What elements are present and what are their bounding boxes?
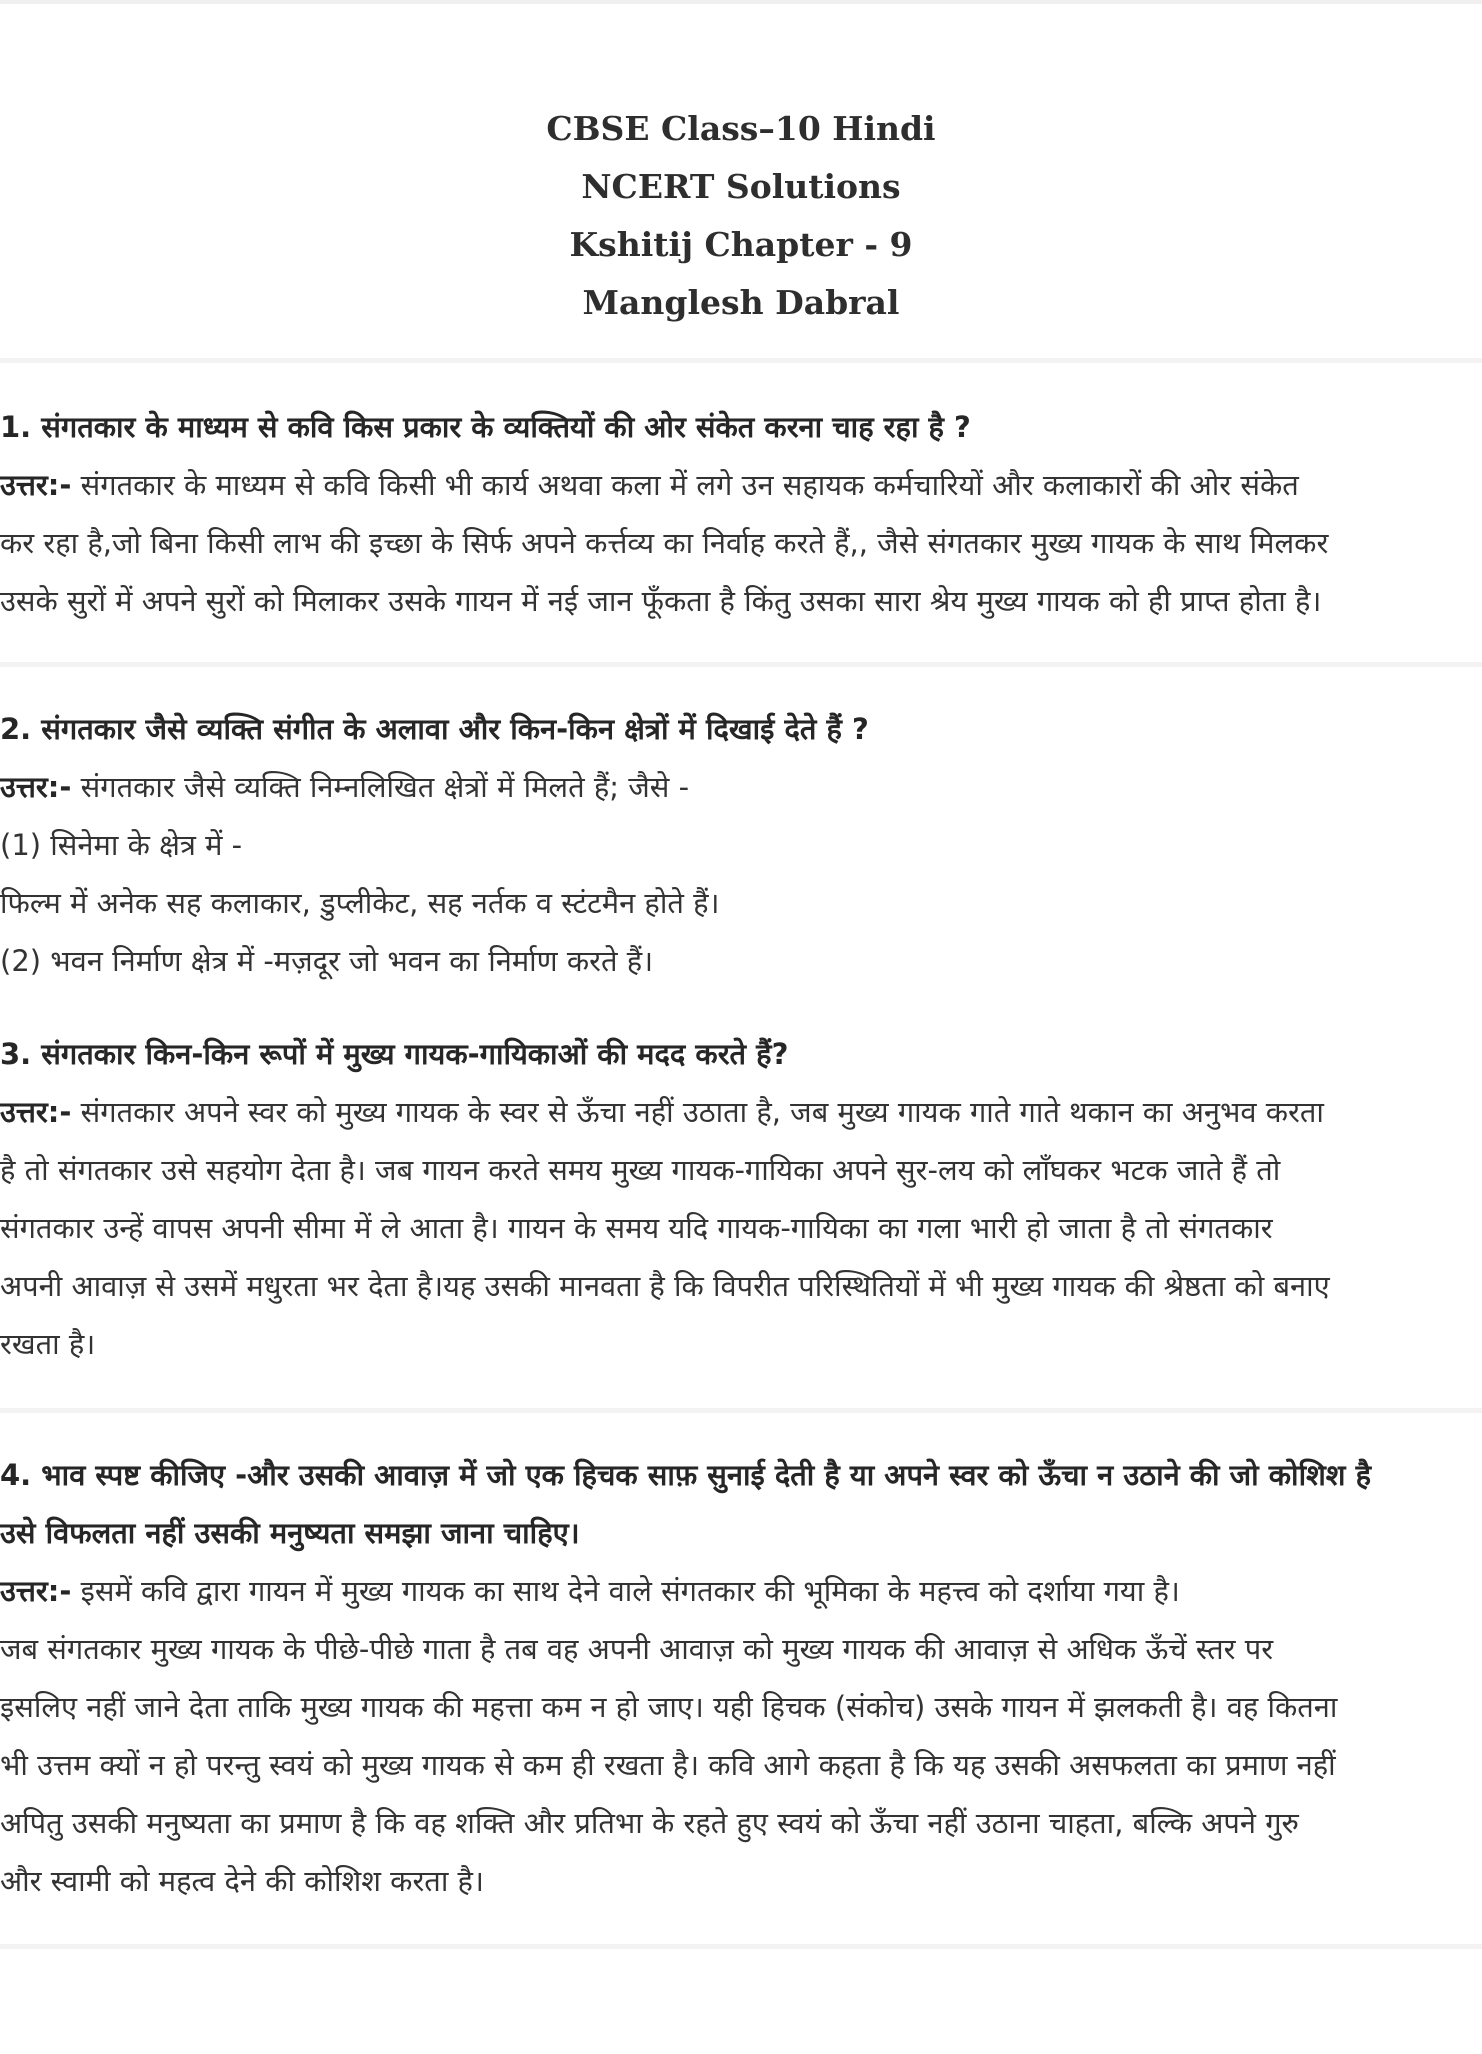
section-divider (0, 1944, 1482, 1949)
header-chapter: Kshitij Chapter - 9 (569, 225, 913, 264)
answer-label: उत्तर:- (0, 770, 72, 804)
answer-line: इसलिए नहीं जाने देता ताकि मुख्य गायक की महत्ता कम न हो जाए। यही हिचक (संकोच) उसके गायन में झलकती है। वह कितना (0, 1690, 1338, 1724)
answer-label: उत्तर:- (0, 468, 72, 502)
answer-line: अपितु उसकी मनुष्यता का प्रमाण है कि वह शक्ति और प्रतिभा के रहते हुए स्वयं को ऊँचा नहीं उठाना चाहता, बल्कि अपने गुरु (0, 1806, 1299, 1840)
answer-line: उत्तर:- संगतकार अपने स्वर को मुख्य गायक के स्वर से ऊँचा नहीं उठाता है, जब मुख्य गायक गाते गाते थकान का अनुभव करता (0, 1095, 1324, 1129)
question-3: 3. संगतकार किन-किन रूपों में मुख्य गायक-गायिकाओं की मदद करते हैं? (0, 1037, 789, 1071)
answer-line: (1) सिनेमा के क्षेत्र में - (0, 828, 243, 862)
section-divider (0, 662, 1482, 667)
question-4-line: 4. भाव स्पष्ट कीजिए -और उसकी आवाज़ में जो एक हिचक साफ़ सुनाई देती है या अपने स्वर को ऊँचा न उठाने की जो कोशिश है (0, 1458, 1372, 1492)
document-header (0, 100, 1482, 332)
answer-line: संगतकार उन्हें वापस अपनी सीमा में ले आता है। गायन के समय यदि गायक-गायिका का गला भारी हो जाता है तो संगतकार (0, 1211, 1273, 1245)
question-2: 2. संगतकार जैसे व्यक्ति संगीत के अलावा और किन-किन क्षेत्रों में दिखाई देते हैं ? (0, 712, 869, 746)
question-block-3 (0, 1025, 1482, 1373)
header-author: Manglesh Dabral (582, 283, 900, 322)
section-divider (0, 358, 1482, 363)
top-border (0, 0, 1482, 4)
header-subtitle: NCERT Solutions (581, 167, 901, 206)
question-1: 1. संगतकार के माध्यम से कवि किस प्रकार के व्यक्तियों की ओर संकेत करना चाह रहा है ? (0, 410, 971, 444)
answer-line: उत्तर:- इसमें कवि द्वारा गायन में मुख्य गायक का साथ देने वाले संगतकार की भूमिका के महत्त्व को दर्शाया गया है। (0, 1574, 1180, 1608)
question-block-2 (0, 700, 1482, 990)
question-4-line: उसे विफलता नहीं उसकी मनुष्यता समझा जाना चाहिए। (0, 1516, 580, 1550)
answer-line: रखता है। (0, 1327, 96, 1361)
answer-line: कर रहा है,जो बिना किसी लाभ की इच्छा के सिर्फ अपने कर्त्तव्य का निर्वाह करते हैं,, जैसे संगतकार मुख्य गायक के साथ मिलकर (0, 526, 1329, 560)
question-block-1 (0, 398, 1482, 630)
answer-line: जब संगतकार मुख्य गायक के पीछे-पीछे गाता है तब वह अपनी आवाज़ को मुख्य गायक की आवाज़ से अधिक ऊँचें स्तर पर (0, 1632, 1274, 1666)
answer-line: भी उत्तम क्यों न हो परन्तु स्वयं को मुख्य गायक से कम ही रखता है। कवि आगे कहता है कि यह उसकी असफलता का प्रमाण नहीं (0, 1748, 1336, 1782)
answer-line: उसके सुरों में अपने सुरों को मिलाकर उसके गायन में नई जान फूँकता है किंतु उसका सारा श्रेय मुख्य गायक को ही प्राप्त होता है। (0, 584, 1322, 618)
section-divider (0, 1408, 1482, 1413)
header-title: CBSE Class–10 Hindi (546, 109, 936, 148)
answer-line: उत्तर:- संगतकार जैसे व्यक्ति निम्नलिखित क्षेत्रों में मिलते हैं; जैसे - (0, 770, 690, 804)
answer-label: उत्तर:- (0, 1095, 72, 1129)
question-block-4 (0, 1446, 1482, 1910)
answer-line: (2) भवन निर्माण क्षेत्र में -मज़दूर जो भवन का निर्माण करते हैं। (0, 944, 654, 978)
answer-line: है तो संगतकार उसे सहयोग देता है। जब गायन करते समय मुख्य गायक-गायिका अपने सुर-लय को लाँघकर भटक जाते हैं तो (0, 1153, 1281, 1187)
answer-line: फिल्म में अनेक सह कलाकार, डुप्लीकेट, सह नर्तक व स्टंटमैन होते हैं। (0, 886, 720, 920)
answer-line: उत्तर:- संगतकार के माध्यम से कवि किसी भी कार्य अथवा कला में लगे उन सहायक कर्मचारियों और कलाकारों की ओर संकेत (0, 468, 1299, 502)
answer-line: और स्वामी को महत्व देने की कोशिश करता है। (0, 1864, 484, 1898)
answer-label: उत्तर:- (0, 1574, 72, 1608)
answer-line: अपनी आवाज़ से उसमें मधुरता भर देता है।यह उसकी मानवता है कि विपरीत परिस्थितियों में भी मुख्य गायक की श्रेष्ठता को बनाए (0, 1269, 1330, 1303)
